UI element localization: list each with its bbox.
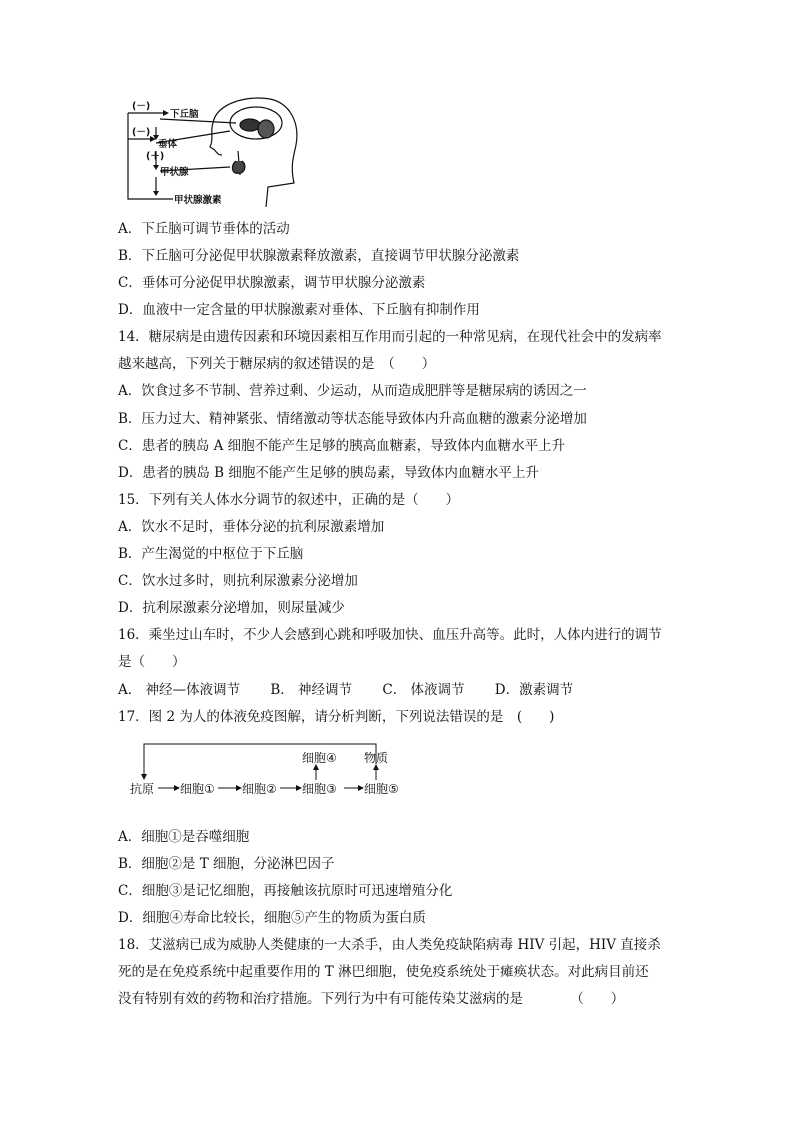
- fig1-neg1: (－): [132, 101, 151, 112]
- q18-line1: 18．艾滋病已成为威胁人类健康的一大杀手，由人类免疫缺陷病毒 HIV 引起，HIV 直接杀: [118, 937, 661, 953]
- q15-option-c: C．饮水过多时，则抗利尿激素分泌增加: [118, 573, 358, 589]
- humoral-immunity-diagram: [118, 742, 418, 804]
- thyroid-regulation-diagram: [118, 95, 300, 209]
- q17-option-c: C．细胞③是记忆细胞，再接触该抗原时可迅速增殖分化: [118, 883, 453, 899]
- fig1-thyroid: 甲状腺: [160, 167, 189, 178]
- fig2-cell5: 细胞⑤: [364, 782, 399, 796]
- fig1-pos: (＋): [146, 151, 165, 162]
- q13-option-a: A．下丘脑可调节垂体的活动: [118, 221, 290, 237]
- fig2-cell4: 细胞④: [302, 751, 337, 765]
- cerebellum: [258, 120, 274, 138]
- q17-stem: 17．图 2 为人的体液免疫图解，请分析判断，下列说法错误的是 ( ): [118, 709, 555, 725]
- brain-core: [240, 119, 260, 131]
- q15-option-d: D．抗利尿激素分泌增加，则尿量减少: [118, 600, 345, 616]
- fig1-neg2: (－): [132, 127, 151, 138]
- q17-option-d: D．细胞④寿命比较长，细胞⑤产生的物质为蛋白质: [118, 910, 426, 926]
- q15-option-b: B．产生渴觉的中枢位于下丘脑: [118, 546, 304, 562]
- q16-stem-line2: 是（ ）: [118, 654, 186, 670]
- q14-stem-line2: 越来越高，下列关于糖尿病的叙述错误的是 （ ）: [118, 356, 436, 372]
- fig2-antigen: 抗原: [130, 782, 155, 796]
- fig1-pituitary: 垂体: [158, 139, 178, 150]
- q17-option-a: A．细胞①是吞噬细胞: [118, 829, 250, 845]
- head-outline: [213, 98, 297, 207]
- q15-stem: 15．下列有关人体水分调节的叙述中，正确的是（ ）: [118, 492, 460, 508]
- fig1-hormone: 甲状腺激素: [174, 195, 222, 206]
- thyroid-gland-shape: [232, 161, 245, 173]
- fig2-cell2: 细胞②: [242, 782, 277, 796]
- q16-option-b: B． 神经调节: [270, 682, 353, 698]
- q15-option-a: A．饮水不足时，垂体分泌的抗利尿激素增加: [118, 519, 385, 535]
- fig2-cell1: 细胞①: [180, 782, 215, 796]
- fig1-hypothalamus: 下丘脑: [170, 109, 199, 120]
- fig2-substance: 物质: [364, 751, 389, 765]
- q16-option-a: A． 神经—体液调节: [118, 682, 241, 698]
- fig2-cell3: 细胞③: [302, 782, 337, 796]
- q16-stem-line1: 16．乘坐过山车时，不少人会感到心跳和呼吸加快、血压升高等。此时，人体内进行的调节: [118, 627, 662, 643]
- q14-option-a: A．饮食过多不节制、营养过剩、少运动，从而造成肥胖等是糖尿病的诱因之一: [118, 383, 587, 399]
- face-outline: [210, 123, 222, 155]
- q14-option-b: B．压力过大、精神紧张、情绪激动等状态能导致体内升高血糖的激素分泌增加: [118, 411, 587, 427]
- q17-option-b: B．细胞②是 T 细胞，分泌淋巴因子: [118, 856, 335, 872]
- q13-option-d: D．血液中一定含量的甲状腺激素对垂体、下丘脑有抑制作用: [118, 302, 480, 318]
- q16-option-c: C． 体液调节: [382, 682, 465, 698]
- q16-options: [118, 680, 599, 700]
- q14-option-c: C．患者的胰岛 A 细胞不能产生足够的胰高血糖素，导致体内血糖水平上升: [118, 438, 566, 454]
- q18-line3: 没有特别有效的药物和治疗措施。下列行为中有可能传染艾滋病的是 （ ）: [118, 991, 625, 1007]
- q16-option-d: D．激素调节: [494, 682, 574, 698]
- q14-option-d: D．患者的胰岛 B 细胞不能产生足够的胰岛素，导致体内血糖水平上升: [118, 465, 539, 481]
- q13-option-b: B．下丘脑可分泌促甲状腺激素释放激素，直接调节甲状腺分泌激素: [118, 248, 520, 264]
- q18-line2: 死的是在免疫系统中起重要作用的 T 淋巴细胞，使免疫系统处于瘫痪状态。对此病目前还: [118, 964, 649, 980]
- q14-stem-line1: 14．糖尿病是由遗传因素和环境因素相互作用而引起的一种常见病，在现代社会中的发病率: [118, 329, 662, 345]
- q13-option-c: C．垂体可分泌促甲状腺激素，调节甲状腺分泌激素: [118, 275, 426, 291]
